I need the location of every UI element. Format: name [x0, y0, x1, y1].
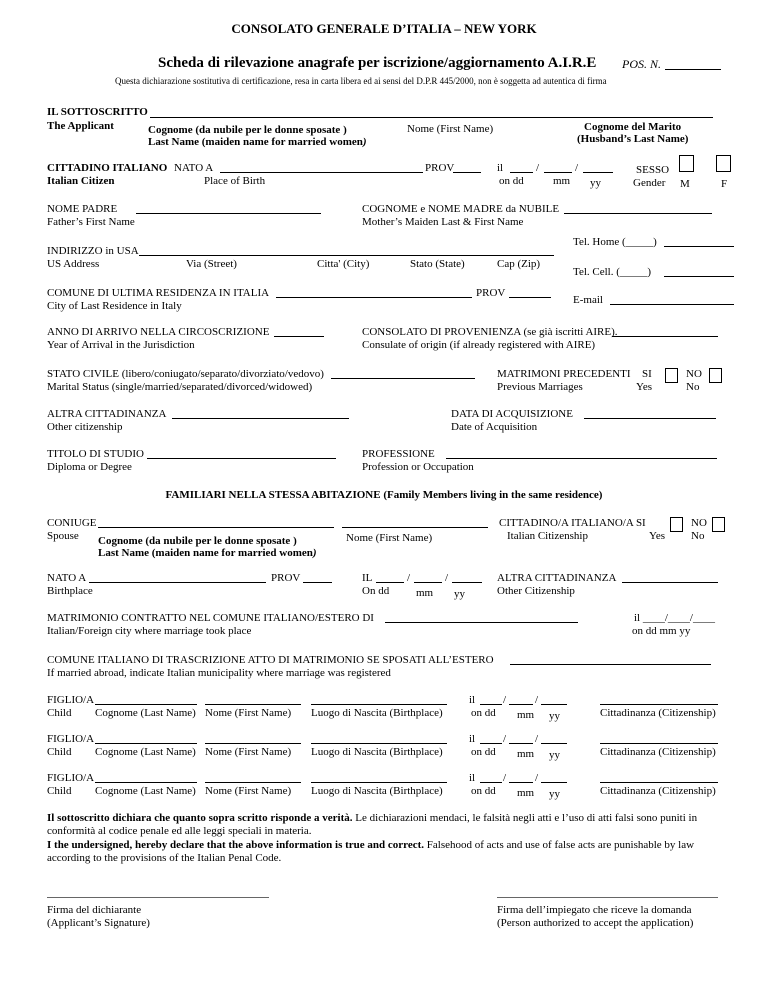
- prev-marriage-si: SI: [642, 368, 652, 380]
- prev-marriage-yes: Yes: [636, 381, 653, 393]
- study-field[interactable]: [147, 458, 336, 459]
- pos-number-field[interactable]: [665, 69, 721, 70]
- applicant-signature-label-en: (Applicant’s Signature): [47, 917, 150, 929]
- child-date-il: il: [469, 694, 476, 706]
- transcription-label-en: If married abroad, indicate Italian municipality where marriage was registered: [47, 667, 391, 679]
- birth-year-field[interactable]: [583, 172, 613, 173]
- officer-signature-field[interactable]: [497, 897, 718, 898]
- child-first-name-field[interactable]: [205, 704, 301, 705]
- child-first-name-label: Nome (First Name): [205, 746, 292, 758]
- officer-signature-label-en: (Person authorized to accept the application): [497, 917, 694, 929]
- last-residence-field[interactable]: [276, 297, 472, 298]
- child-birthplace-label: Luogo di Nascita (Birthplace): [311, 785, 443, 797]
- spouse-birthplace-field-2[interactable]: [229, 582, 266, 583]
- family-heading: FAMILIARI NELLA STESSA ABITAZIONE (Family Members living in the same residence): [165, 489, 603, 501]
- child-citizenship-field[interactable]: [600, 743, 718, 744]
- spouse-citizen-no-checkbox[interactable]: [712, 517, 725, 532]
- spouse-prov-label: PROV: [271, 572, 301, 584]
- spouse-other-cit-label: ALTRA CITTADINANZA: [497, 572, 617, 584]
- child-birthplace-field[interactable]: [311, 782, 447, 783]
- child-first-name-field[interactable]: [205, 782, 301, 783]
- spouse-surname-label: Cognome (da nubile per le donne sposate ): [98, 535, 297, 547]
- spouse-surname-field[interactable]: [98, 527, 334, 528]
- child-surname-field[interactable]: [95, 704, 197, 705]
- child-surname-label: Cognome (Last Name): [95, 707, 196, 719]
- prev-marriage-no-checkbox[interactable]: [709, 368, 722, 383]
- last-residence-label-en: City of Last Residence in Italy: [47, 300, 182, 312]
- applicant-name-field[interactable]: [150, 117, 713, 118]
- acquisition-date-label: DATA DI ACQUISIZIONE: [451, 408, 573, 420]
- other-citizenship-label: ALTRA CITTADINANZA: [47, 408, 167, 420]
- sex-m-label: M: [680, 178, 690, 190]
- spouse-born-label: NATO A: [47, 572, 87, 584]
- prev-marriage-no: NO: [686, 368, 702, 380]
- transcription-label: COMUNE ITALIANO DI TRASCRIZIONE ATTO DI MATRIMONIO SE SPOSATI ALL’ESTERO: [47, 654, 494, 666]
- father-name-field[interactable]: [136, 213, 321, 214]
- date-dd-label: on dd: [499, 175, 524, 187]
- spouse-birth-day-field[interactable]: [376, 582, 404, 583]
- spouse-date-mm: mm: [416, 587, 434, 599]
- arrival-label: ANNO DI ARRIVO NELLA CIRCOSCRIZIONE: [47, 326, 270, 338]
- marital-label: STATO CIVILE (libero/coniugato/separato/divorziato/vedovo): [47, 368, 324, 380]
- city-label: Citta' (City): [317, 258, 370, 270]
- child-date-yy: yy: [549, 749, 560, 761]
- tel-home-field[interactable]: [664, 246, 734, 247]
- child-surname-label: Cognome (Last Name): [95, 785, 196, 797]
- child-first-name-field[interactable]: [205, 743, 301, 744]
- surname-label: Cognome (da nubile per le donne sposate ): [148, 124, 347, 136]
- child-label-en: Child: [47, 785, 72, 797]
- child-birth-month-field[interactable]: [509, 743, 533, 744]
- child-first-name-label: Nome (First Name): [205, 707, 292, 719]
- date-mm-label: mm: [553, 175, 571, 187]
- applicant-label-en: The Applicant: [47, 120, 114, 132]
- child-birthplace-label: Luogo di Nascita (Birthplace): [311, 707, 443, 719]
- child-birth-month-field[interactable]: [509, 704, 533, 705]
- child-citizenship-label: Cittadinanza (Citizenship): [600, 785, 716, 797]
- spouse-citizen-label-en: Italian Citizenship: [507, 530, 588, 542]
- address-label: INDIRIZZO in USA: [47, 245, 139, 257]
- child-label: FIGLIO/A: [47, 733, 95, 745]
- child-date-yy: yy: [549, 710, 560, 722]
- husband-surname-label-en: (Husband’s Last Name): [577, 133, 689, 145]
- child-date-mm: mm: [517, 748, 535, 760]
- arrival-label-en: Year of Arrival in the Jurisdiction: [47, 339, 195, 351]
- child-birth-day-field[interactable]: [480, 704, 502, 705]
- profession-label-en: Profession or Occupation: [362, 461, 474, 473]
- spouse-surname-label-en: Last Name (maiden name for married women): [98, 547, 317, 559]
- prev-marriage-label: MATRIMONI PRECEDENTI: [497, 368, 631, 380]
- child-citizenship-field[interactable]: [600, 782, 718, 783]
- sex-f-label: F: [721, 178, 728, 190]
- child-label: FIGLIO/A: [47, 772, 95, 784]
- father-label-en: Father’s First Name: [47, 216, 135, 228]
- child-date-mm: mm: [517, 787, 535, 799]
- child-birth-month-field[interactable]: [509, 782, 533, 783]
- marriage-date-label: on dd mm yy: [632, 625, 691, 637]
- prov-label: PROV: [425, 162, 455, 174]
- child-date-il: il: [469, 772, 476, 784]
- husband-surname-label: Cognome del Marito: [584, 121, 682, 133]
- consulate-origin-field[interactable]: [612, 336, 718, 337]
- child-label-en: Child: [47, 707, 72, 719]
- spouse-label-en: Spouse: [47, 530, 79, 542]
- marriage-place-label: MATRIMONIO CONTRATTO NEL COMUNE ITALIANO/ESTERO DI: [47, 612, 374, 624]
- tel-cell-field[interactable]: [664, 276, 734, 277]
- spouse-citizen-yes-checkbox[interactable]: [670, 517, 683, 532]
- last-residence-label: COMUNE DI ULTIMA RESIDENZA IN ITALIA: [47, 287, 270, 299]
- child-date-yy: yy: [549, 788, 560, 800]
- state-label: Stato (State): [410, 258, 465, 270]
- date-yy-label: yy: [590, 177, 601, 189]
- child-citizenship-label: Cittadinanza (Citizenship): [600, 707, 716, 719]
- marital-label-en: Marital Status (single/married/separated/divorced/widowed): [47, 381, 313, 393]
- child-birth-year-field[interactable]: [541, 704, 567, 705]
- spouse-other-cit-field[interactable]: [622, 582, 718, 583]
- child-birth-day-field[interactable]: [480, 782, 502, 783]
- child-citizenship-field[interactable]: [600, 704, 718, 705]
- citizen-label: CITTADINO ITALIANO: [47, 162, 168, 174]
- last-residence-prov-field[interactable]: [509, 297, 551, 298]
- child-birthplace-label: Luogo di Nascita (Birthplace): [311, 746, 443, 758]
- marriage-date-field[interactable]: il ____/____/____: [634, 612, 715, 624]
- child-birth-year-field[interactable]: [541, 743, 567, 744]
- spouse-born-label-en: Birthplace: [47, 585, 93, 597]
- marital-status-field[interactable]: [331, 378, 475, 379]
- notice-text: Questa dichiarazione sostitutiva di certificazione, resa in carta libera ed ai sensi del D.P.R 445/2000, non è soggetta ad autentica di firma: [115, 76, 607, 86]
- prev-marriage-label-en: Previous Marriages: [497, 381, 583, 393]
- born-label-en: Place of Birth: [204, 175, 266, 187]
- child-citizenship-label: Cittadinanza (Citizenship): [600, 746, 716, 758]
- spouse-citizen-no: NO: [691, 517, 707, 529]
- marriage-place-field[interactable]: [385, 622, 578, 623]
- child-birth-day-field[interactable]: [480, 743, 502, 744]
- birthplace-field[interactable]: [220, 172, 423, 173]
- spouse-date-il: IL: [362, 572, 373, 584]
- spouse-label: CONIUGE: [47, 517, 97, 529]
- applicant-label: IL SOTTOSCRITTO: [47, 106, 148, 118]
- first-name-label: Nome (First Name): [407, 123, 494, 135]
- declaration-it: Il sottoscritto dichiara che quanto sopra scritto risponde a verità. Le dichiarazioni mendaci, le falsità negli atti e l’uso di atti falsi sono puniti in conformità al codice penale ed alle leggi speciali in materia.: [47, 812, 698, 837]
- study-label-en: Diploma or Degree: [47, 461, 132, 473]
- spouse-birthplace-field[interactable]: [89, 582, 235, 583]
- arrival-year-field[interactable]: [274, 336, 324, 337]
- last-residence-prov-label: PROV: [476, 287, 506, 299]
- child-surname-field[interactable]: [95, 743, 197, 744]
- spouse-first-name-label: Nome (First Name): [346, 532, 433, 544]
- email-label: E-mail: [573, 294, 603, 306]
- sex-male-checkbox[interactable]: [679, 155, 694, 172]
- sex-female-checkbox[interactable]: [716, 155, 731, 172]
- sex-label: SESSO: [636, 164, 670, 176]
- child-surname-label: Cognome (Last Name): [95, 746, 196, 758]
- street-label: Via (Street): [186, 258, 237, 270]
- child-birthplace-field[interactable]: [311, 743, 447, 744]
- spouse-first-name-field[interactable]: [342, 527, 488, 528]
- other-citizenship-label-en: Other citizenship: [47, 421, 123, 433]
- prev-marriage-no-en: No: [686, 381, 700, 393]
- child-date-il: il: [469, 733, 476, 745]
- spouse-birth-month-field[interactable]: [414, 582, 442, 583]
- child-date-dd: on dd: [471, 785, 496, 797]
- address-label-en: US Address: [47, 258, 100, 270]
- email-field[interactable]: [610, 304, 734, 305]
- acquisition-date-label-en: Date of Acquisition: [451, 421, 538, 433]
- citizen-label-en: Italian Citizen: [47, 175, 115, 187]
- profession-field[interactable]: [446, 458, 717, 459]
- spouse-prov-field[interactable]: [303, 582, 332, 583]
- child-date-dd: on dd: [471, 746, 496, 758]
- pos-label: POS. N.: [622, 57, 661, 71]
- spouse-date-dd: On dd: [362, 585, 390, 597]
- profession-label: PROFESSIONE: [362, 448, 435, 460]
- consulate-origin-label-en: Consulate of origin (if already registered with AIRE): [362, 339, 596, 351]
- tel-cell-label: Tel. Cell. (_____): [573, 266, 652, 278]
- consulate-title: CONSOLATO GENERALE D’ITALIA – NEW YORK: [231, 21, 537, 36]
- zip-label: Cap (Zip): [497, 258, 541, 270]
- transcription-field[interactable]: [510, 664, 711, 665]
- form-title: Scheda di rilevazione anagrafe per iscrizione/aggiornamento A.I.R.E: [158, 55, 597, 71]
- child-label: FIGLIO/A: [47, 694, 95, 706]
- spouse-citizen-label: CITTADINO/A ITALIANO/A SI: [499, 517, 646, 529]
- spouse-citizen-yes: Yes: [649, 530, 666, 542]
- father-label: NOME PADRE: [47, 203, 118, 215]
- child-surname-field[interactable]: [95, 782, 197, 783]
- spouse-other-cit-label-en: Other Citizenship: [497, 585, 575, 597]
- birth-month-field[interactable]: [544, 172, 572, 173]
- declaration-en: I the undersigned, hereby declare that the above information is true and correct. Falsehood of acts and use of false acts are punishable by law according to the provisions of the Italian Penal Code.: [47, 839, 695, 864]
- spouse-citizen-no-en: No: [691, 530, 705, 542]
- surname-label-en: Last Name (maiden name for married women): [148, 136, 367, 148]
- prev-marriage-yes-checkbox[interactable]: [665, 368, 678, 383]
- prov-field[interactable]: [453, 172, 481, 173]
- consulate-origin-label: CONSOLATO DI PROVENIENZA (se già iscritti AIRE).: [362, 326, 618, 338]
- spouse-date-yy: yy: [454, 588, 465, 600]
- study-label: TITOLO DI STUDIO: [47, 448, 144, 460]
- marriage-place-label-en: Italian/Foreign city where marriage took place: [47, 625, 252, 637]
- tel-home-label: Tel. Home (_____): [573, 236, 657, 248]
- child-date-dd: on dd: [471, 707, 496, 719]
- other-citizenship-field[interactable]: [172, 418, 349, 419]
- applicant-signature-label: Firma del dichiarante: [47, 904, 142, 916]
- sex-label-en: Gender: [633, 177, 666, 189]
- spouse-birth-year-field[interactable]: [452, 582, 482, 583]
- birth-day-field[interactable]: [510, 172, 533, 173]
- applicant-signature-field[interactable]: [47, 897, 269, 898]
- birthdate-il: il: [497, 162, 504, 174]
- child-date-mm: mm: [517, 709, 535, 721]
- child-label-en: Child: [47, 746, 72, 758]
- officer-signature-label: Firma dell’impiegato che riceve la domanda: [497, 904, 692, 916]
- mother-name-field[interactable]: [564, 213, 712, 214]
- child-birthplace-field[interactable]: [311, 704, 447, 705]
- acquisition-date-field[interactable]: [584, 418, 716, 419]
- mother-label-en: Mother’s Maiden Last & First Name: [362, 216, 524, 228]
- mother-label: COGNOME e NOME MADRE da NUBILE: [362, 203, 560, 215]
- address-field[interactable]: [139, 255, 554, 256]
- child-first-name-label: Nome (First Name): [205, 785, 292, 797]
- child-birth-year-field[interactable]: [541, 782, 567, 783]
- born-label: NATO A: [174, 162, 214, 174]
